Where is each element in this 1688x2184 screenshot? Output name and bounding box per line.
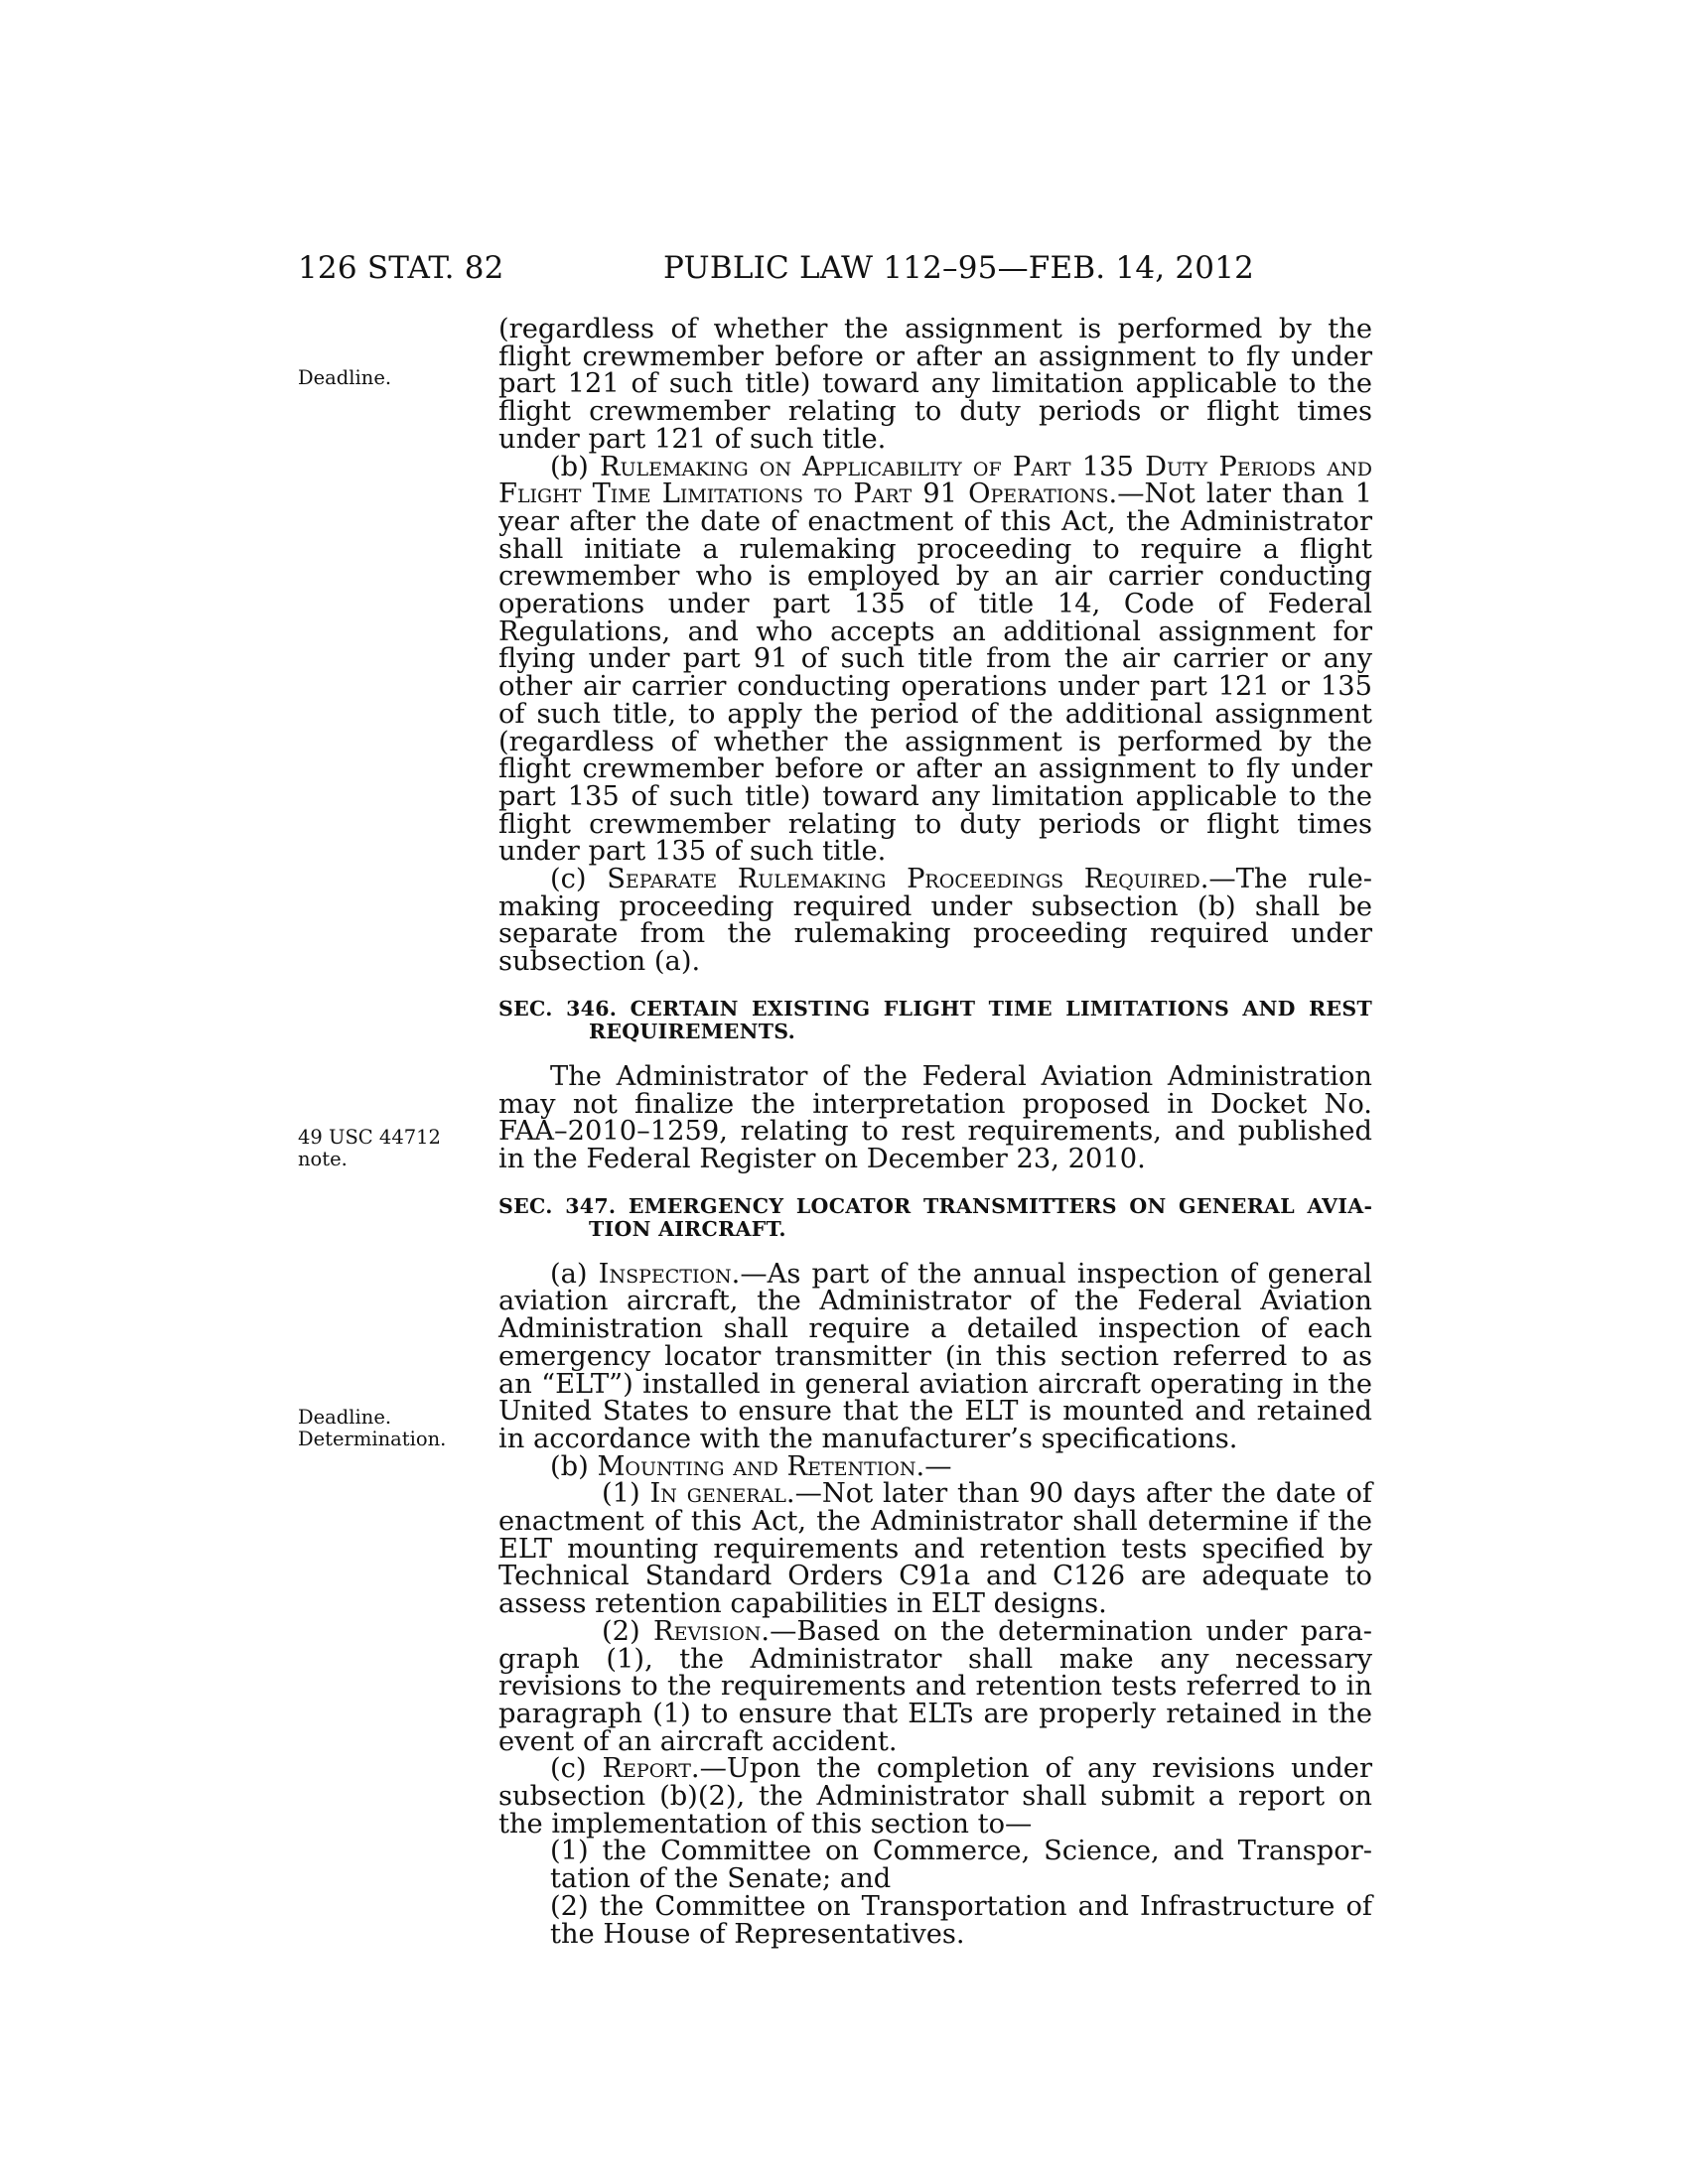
section-347-b-dash: — xyxy=(924,1450,952,1482)
section-347-title: EMERGENCY LOCATOR TRANSMITTERS ON GENERAL AVIATION AIRCRAFT. xyxy=(589,1193,1372,1241)
section-346-title: CERTAIN EXISTING FLIGHT TIME LIMITATIONS AND REST REQUIREMENTS. xyxy=(589,996,1372,1043)
section-347-b xyxy=(498,1450,1372,1482)
subsection-b xyxy=(498,451,1373,868)
section-346-text: The Administrator of the Federal Aviation Administration may not finalize the interpretation proposed in Docket No. FAA–2010–1259, relating to rest requirements, and published in the Federal Register on December 23, 2010. xyxy=(498,1060,1372,1174)
body-text xyxy=(498,316,1372,1948)
subsection-b-heading: Rulemaking on Applicability of Part 135 Duty Periods and Flight Time Limitations to Part 91 Operations. xyxy=(498,451,1373,510)
section-347-b1-heading: In general. xyxy=(649,1478,795,1510)
margin-note-determination: Determination. xyxy=(298,1428,447,1450)
section-346-heading xyxy=(498,998,1372,1043)
stat-page-number: 126 STAT. 82 xyxy=(298,250,504,286)
section-347-b2 xyxy=(498,1615,1373,1757)
margin-note-deadline: Deadline. xyxy=(298,366,392,389)
section-347-b2-heading: Revision. xyxy=(653,1615,771,1647)
section-347-b1-prefix: (1) xyxy=(602,1478,650,1510)
section-347-c-prefix: (c) xyxy=(550,1753,603,1785)
section-347-a-prefix: (a) xyxy=(550,1258,599,1290)
section-347-label: SEC. 347. xyxy=(498,1193,629,1218)
subsection-b-text: —Not later than 1 year after the date of enactment of this Act, the Administrator shall initiate a rulemaking proceeding to require a flight crewmember who is employed by an air carrier conducting operations under part 135 of title 14, Code of Federal Regulations, and who accepts an additional assignment for flying under part 91 of such title from the air carrier or any other air carrier conducting operations under part 121 or 135 of such title, to apply the period of the additional assignment (regardless of whether the assignment is performed by the flight crewmember before or after an assignment to fly under part 135 of such title) toward any limitation applicable to the flight crewmember relating to duty periods or flight times under part 135 of such title. xyxy=(498,478,1372,868)
margin-note-usc xyxy=(298,1127,441,1170)
subsection-c-text: —The rulemaking proceeding required under subsection (b) shall be separate from the rulemaking proceeding required under subsection (a). xyxy=(498,864,1373,978)
section-347-a-text: —As part of the annual inspection of general aviation aircraft, the Administrator of the Federal Aviation Administration shall require a detailed inspection of each emergency locator transmitter (in this section referred to as an “ELT”) installed in general aviation aircraft operating in the United States to ensure that the ELT is mounted and retained in accordance with the manufacturer’s specifications. xyxy=(498,1258,1372,1454)
section-347-c1 xyxy=(498,1836,1372,1895)
section-347-c xyxy=(498,1755,1372,1838)
section-347-b-heading: Mounting and Retention. xyxy=(597,1450,925,1482)
section-347-b1-text: —Not later than 90 days after the date of enactment of this Act, the Administrator shall determine if the ELT mounting requirements and retention tests specified by Technical Standard Orders C91a and C126 are adequate to assess retention capabilities in ELT designs. xyxy=(498,1478,1373,1620)
margin-note-deadline-determination xyxy=(298,1407,446,1450)
subsection-c-prefix: (c) xyxy=(550,864,608,895)
margin-note-usc-line2: note. xyxy=(298,1148,348,1170)
section-347-c2-text: (2) the Committee on Transportation and Infrastructure of the House of Representatives. xyxy=(550,1890,1372,1950)
section-347-c1-text: (1) the Committee on Commerce, Science, and Transportation of the Senate; and xyxy=(550,1836,1372,1895)
section-346-label: SEC. 346. xyxy=(498,996,631,1021)
section-347-a-heading: Inspection. xyxy=(598,1258,741,1290)
section-347-c-heading: Report. xyxy=(602,1753,700,1785)
section-347-b2-prefix: (2) xyxy=(602,1615,654,1647)
margin-note-deadline-2: Deadline. xyxy=(298,1406,392,1429)
subsection-c xyxy=(498,866,1372,976)
subsection-c-heading: Separate Rulemaking Proceedings Required. xyxy=(607,864,1209,895)
section-347-c2 xyxy=(498,1890,1372,1950)
section-347-b-prefix: (b) xyxy=(550,1450,598,1482)
public-law-title: PUBLIC LAW 112–95—FEB. 14, 2012 xyxy=(663,250,1255,286)
subsection-b-prefix: (b) xyxy=(550,451,600,482)
margin-note-usc-line1: 49 USC 44712 xyxy=(298,1126,441,1149)
section-347-b2-text: —Based on the determination under paragraph (1), the Administrator shall make any necessary revisions to the requirements and retention tests referred to in paragraph (1) to ensure that ELTs are properly retained in the event of an aircraft accident. xyxy=(498,1615,1373,1757)
section-347-b1 xyxy=(498,1480,1372,1618)
paragraph-continuation: (regardless of whether the assignment is performed by the flight crewmember before or after an assignment to fly under part 121 of such title) toward any limitation applicable to the flight crewmember relating to duty periods or flight times under part 121 of such title. xyxy=(498,314,1372,455)
section-347-c-text: —Upon the completion of any revisions under subsection (b)(2), the Administrator shall submit a report on the implementation of this section to— xyxy=(498,1753,1373,1840)
section-347-heading xyxy=(498,1195,1372,1241)
section-347-a xyxy=(498,1258,1372,1454)
